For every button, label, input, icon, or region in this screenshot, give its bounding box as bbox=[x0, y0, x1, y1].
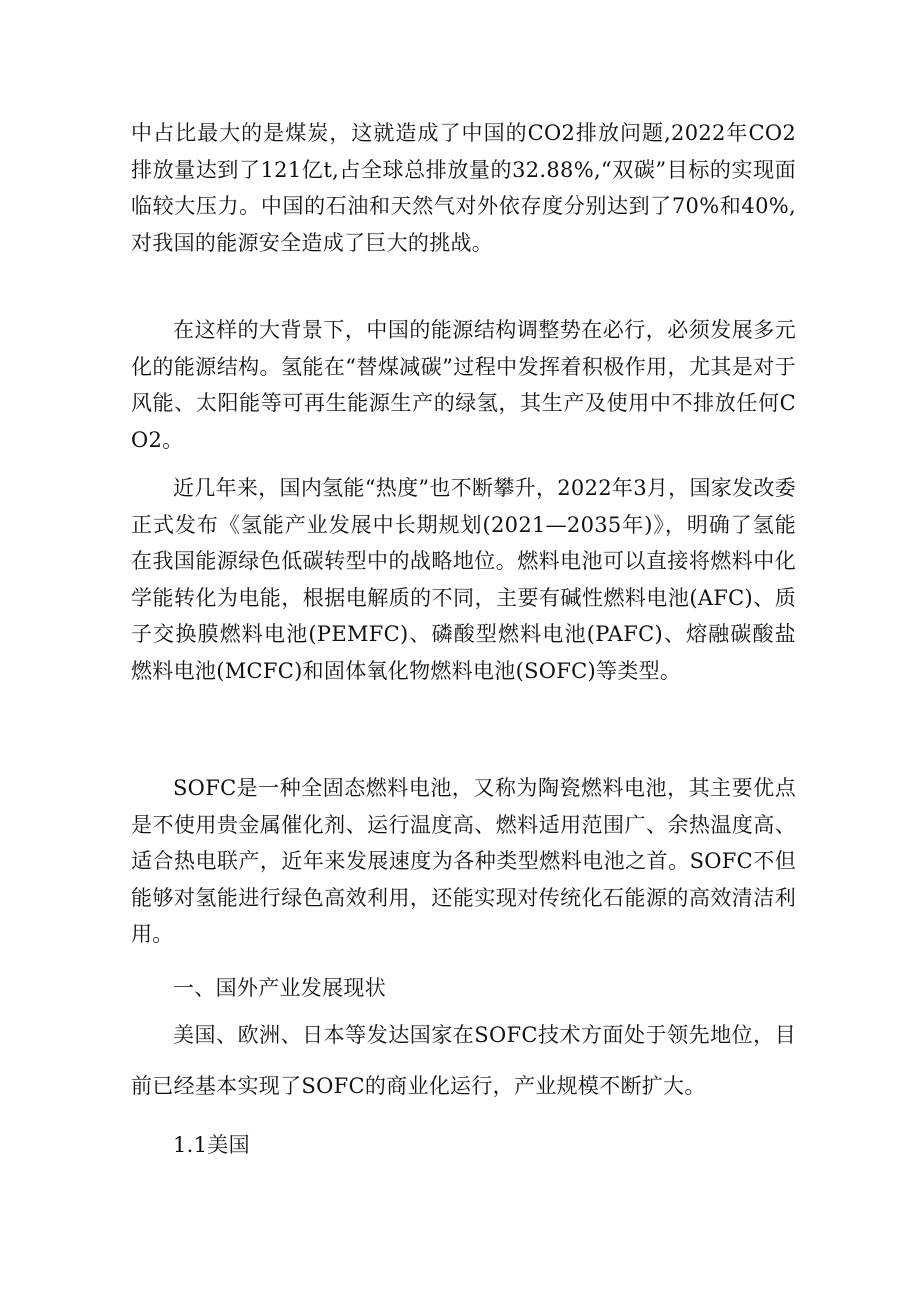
subsection-heading: 1.1美国 bbox=[173, 1133, 250, 1157]
paragraph-sofc-overview: SOFC是一种全固态燃料电池，又称为陶瓷燃料电池，其主要优点是不使用贵金属催化剂、运行温度高、燃料适用范围广、余热温度高、适合热电联产，近年来发展速度为各种类型燃料电池之首。SOFC不但能够对氢能进行绿色高效利用，还能实现对传统化石能源的高效清洁利用。 bbox=[131, 776, 796, 946]
paragraph-energy-emissions: 中占比最大的是煤炭，这就造成了中国的CO2排放问题,2022年CO2排放量达到了121亿t,占全球总排放量的32.88%,“双碳”目标的实现面临较大压力。中国的石油和天然气对外依存度分别达到了70%和40%,对我国的能源安全造成了巨大的挑战。 bbox=[131, 121, 796, 255]
paragraph-hydrogen-policy: 近几年来，国内氢能“热度”也不断攀升，2022年3月，国家发改委正式发布《氢能产业发展中长期规划(2021—2035年)》，明确了氢能在我国能源绿色低碳转型中的战略地位。燃料电池可以直接将燃料中化学能转化为电能，根据电解质的不同，主要有碱性燃料电池(AFC)、质子交换膜燃料电池(PEMFC)、磷酸型燃料电池(PAFC)、熔融碳酸盐燃料电池(MCFC)和固体氧化物燃料电池(SOFC)等类型。 bbox=[131, 476, 796, 683]
section-heading: 一、国外产业发展现状 bbox=[173, 976, 386, 1000]
paragraph-energy-structure: 在这样的大背景下，中国的能源结构调整势在必行，必须发展多元化的能源结构。氢能在“替煤减碳”过程中发挥着积极作用，尤其是对于风能、太阳能等可再生能源生产的绿氢，其生产及使用中不排放任何CO2。 bbox=[131, 318, 796, 452]
paragraph-foreign-industry: 美国、欧洲、日本等发达国家在SOFC技术方面处于领先地位，目前已经基本实现了SOFC的商业化运行，产业规模不断扩大。 bbox=[131, 1023, 796, 1098]
